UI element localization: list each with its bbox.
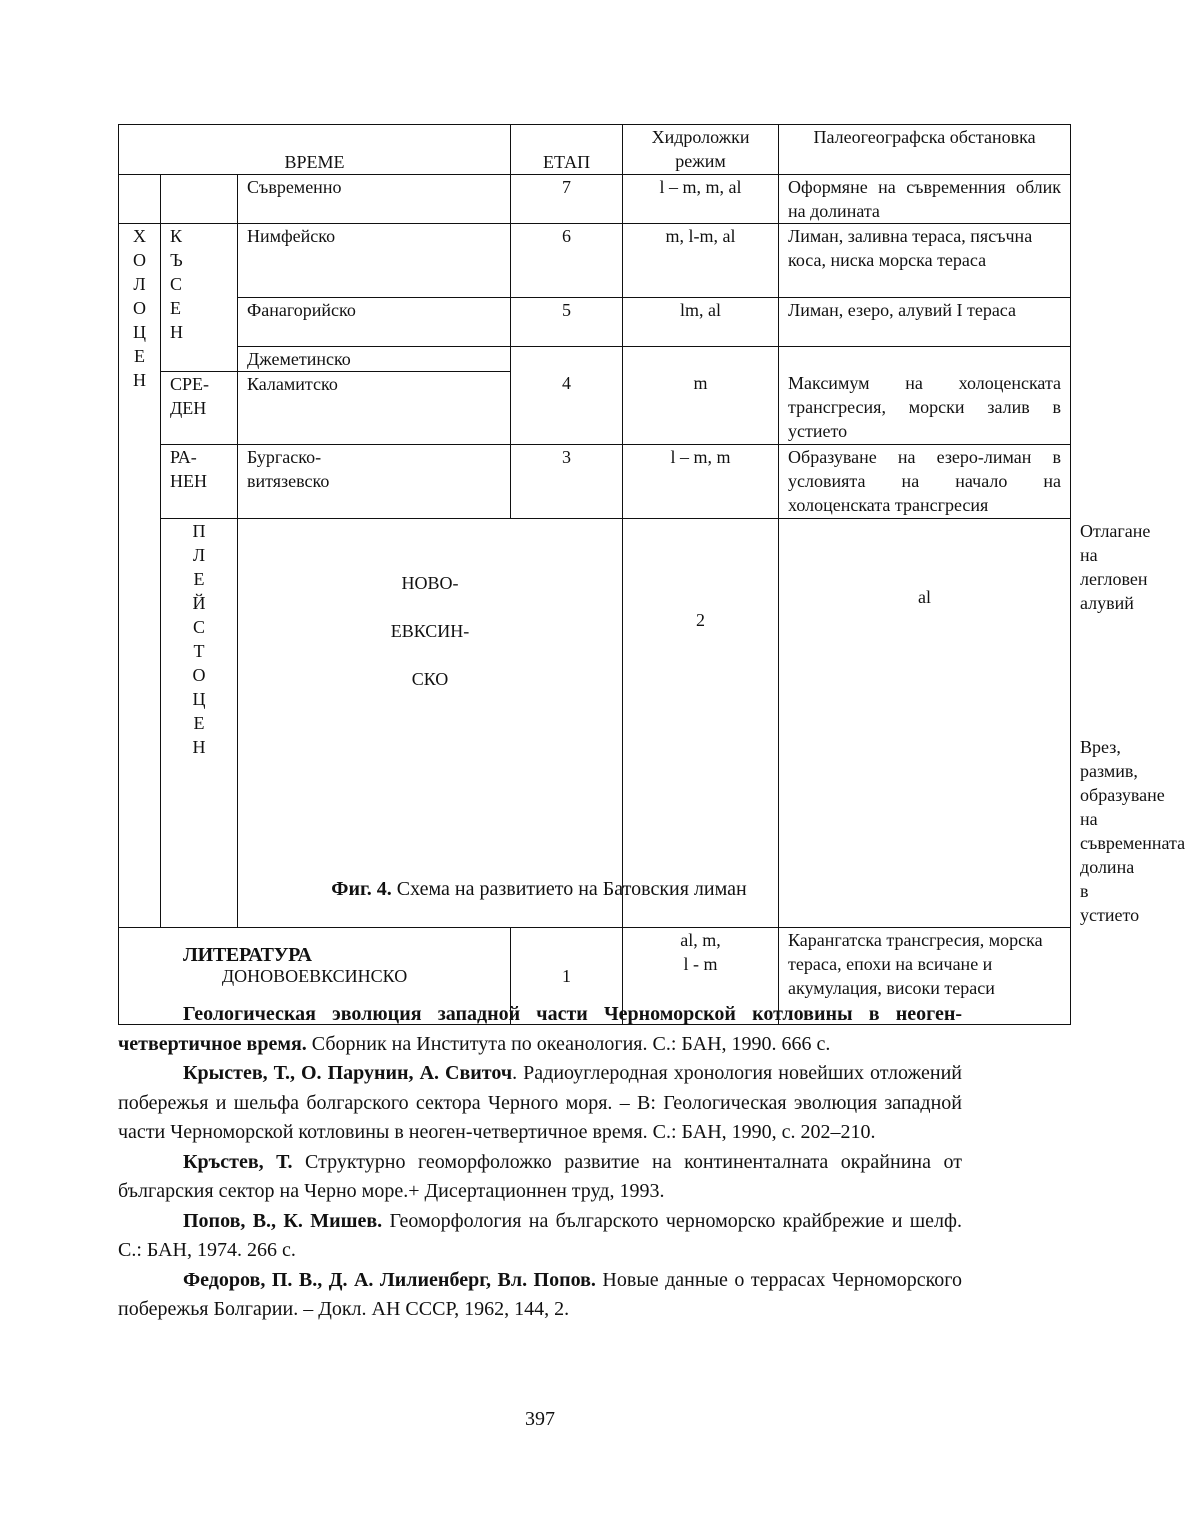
table-row (119, 224, 1071, 298)
period-cell: Бургаско- витязевско (238, 445, 511, 519)
pleistocene-letter: Й (192, 593, 206, 613)
reference-item (118, 1266, 962, 1325)
late-letter: С (170, 274, 183, 294)
late-letter: К (170, 226, 183, 246)
period-cell: Нимфейско (238, 224, 511, 298)
late-letter: Ъ (170, 250, 183, 270)
reference-item (118, 1207, 962, 1266)
reference-item (118, 1148, 962, 1207)
middle-label: СРЕ- ДЕН (161, 372, 238, 445)
pleistocene-label (161, 519, 238, 928)
holocene-letter: Н (133, 370, 146, 390)
reference-text: Структурно геоморфоложко развитие на континенталната окрайнина от българския сектор на Черно море.+ Дисертационнен труд, 1993. (118, 1150, 962, 1202)
period-cell: Съвременно (238, 175, 511, 224)
empty-cell (119, 175, 161, 224)
pleistocene-letter: Н (192, 737, 206, 757)
reference-text: Сборник на Института по океанология. С.: БАН, 1990. 666 с. (306, 1032, 831, 1055)
early-label: РА- НЕН (161, 445, 238, 519)
pleistocene-letter: Е (193, 713, 205, 733)
late-letter: Е (170, 298, 181, 318)
stage-cell: 3 (511, 445, 623, 519)
literature-heading: ЛИТЕРАТУРА (183, 944, 312, 966)
preneoeuxinian-label: ДОНОВОЕВКСИНСКО (119, 928, 511, 1025)
stage-cell: 4 (511, 347, 623, 445)
stage-cell: 7 (511, 175, 623, 224)
paleo-cell: Максимум на холоценската трансгресия, морски залив в устието (779, 347, 1071, 445)
hydro-cell: al (779, 519, 1071, 928)
reference-item (118, 1000, 962, 1059)
holocene-label (119, 224, 161, 928)
neoeuxinian-line: НОВО- (401, 573, 459, 593)
hydro-cell: l – m, m (623, 445, 779, 519)
table-header-row (119, 125, 1071, 175)
table-row (119, 347, 1071, 372)
paleo-cell: Образуване на езеро-лиман в условията на начало на холоценската трансгресия (779, 445, 1071, 519)
hydro-line: l - m (683, 954, 718, 974)
hydro-cell: m, l-m, al (623, 224, 779, 298)
late-label (161, 224, 238, 372)
table-row (119, 298, 1071, 347)
figure-caption (118, 878, 960, 901)
reference-list (118, 1000, 962, 1325)
paleo-cell: Оформяне на съвременния облик на долината (779, 175, 1071, 224)
reference-item (118, 1059, 962, 1148)
hydro-cell: l – m, m, al (623, 175, 779, 224)
holocene-letter: Л (133, 274, 146, 294)
reference-authors: Федоров, П. В., Д. А. Лилиенберг, Вл. Попов. (183, 1268, 596, 1291)
hydro-line: al, m, (680, 930, 721, 950)
hydro-cell: m (623, 347, 779, 445)
table-row (119, 175, 1071, 224)
header-paleo: Палеогеографска обстановка (779, 125, 1071, 175)
neoeuxinian-label (238, 519, 623, 928)
reference-authors: Крыстев, Т., О. Парунин, А. Свиточ (183, 1062, 513, 1084)
period-cell: Фанагорийско (238, 298, 511, 347)
pleistocene-letter: О (192, 665, 206, 685)
pleistocene-letter: Т (193, 641, 205, 661)
caption-label: Фиг. 4. (331, 878, 392, 900)
reference-authors: Геологическая эволюция западной части Черноморской котловины в неоген-четвертичное время. (118, 1003, 962, 1055)
paleo-cell: Лиман, заливна тераса, пясъчна коса, ниска морска тераса (779, 224, 1071, 298)
holocene-letter: О (133, 250, 146, 270)
table-row (119, 445, 1071, 519)
pleistocene-letter: Ц (192, 689, 206, 709)
reference-authors: Кръстев, Т. (183, 1150, 293, 1173)
reference-text: . Радиоуглеродная хронология новейших отложений побережья и шельфа болгарского сектора Черного моря. – В: Геологическая эволюция западной части Черноморской котловины в неоген-четвертичное время. С.: БАН, 1990, с. 202–210. (118, 1062, 962, 1143)
header-stage: ЕТАП (511, 125, 623, 175)
empty-cell (161, 175, 238, 224)
header-time: ВРЕМЕ (119, 125, 511, 175)
neoeuxinian-line: СКО (411, 669, 449, 689)
page-number: 397 (525, 1408, 555, 1430)
holocene-letter: О (133, 298, 146, 318)
reference-text: Новые данные о террасах Черноморского побережья Болгарии. – Докл. АН СССР, 1962, 144, 2. (118, 1268, 962, 1320)
table-row: П Л Е Й С Т О Ц Е Н НОВО- ЕВКСИН- СКО 2 al Отлагане на легловен алувий Врез, размив, образуване на съвременната долина в устието (119, 519, 1071, 928)
neoeuxinian-line: ЕВКСИН- (390, 621, 470, 641)
hydro-cell: lm, al (623, 298, 779, 347)
paleo-cell: Лиман, езеро, алувий I тераса (779, 298, 1071, 347)
paleo-cell: Карангатска трансгресия, морска тераса, епохи на всичане и акумулация, високи тераси (779, 928, 1071, 1025)
pleistocene-letter: Л (192, 545, 206, 565)
caption-text: Схема на развитието на Батовския лиман (391, 878, 747, 900)
pleistocene-letter: С (192, 617, 205, 637)
period-cell: Джеметинско (238, 347, 511, 372)
holocene-letter: Ц (133, 322, 146, 342)
holocene-letter: Е (134, 346, 145, 366)
reference-authors: Попов, В., К. Мишев. (183, 1209, 383, 1232)
late-letter: Н (170, 322, 183, 342)
pleistocene-letter: Е (193, 569, 205, 589)
stage-cell: 6 (511, 224, 623, 298)
period-cell: Каламитско (238, 372, 511, 445)
reference-text: Геоморфология на българското черноморско крайбрежие и шелф. С.: БАН, 1974. 266 с. (118, 1209, 962, 1261)
holocene-letter: Х (133, 226, 146, 246)
pleistocene-letter: П (192, 521, 206, 541)
header-hydro: Хидроложки режим (623, 125, 779, 175)
stage-cell: 5 (511, 298, 623, 347)
stage-cell: 1 (511, 928, 623, 1025)
stage-cell: 2 (623, 519, 779, 928)
